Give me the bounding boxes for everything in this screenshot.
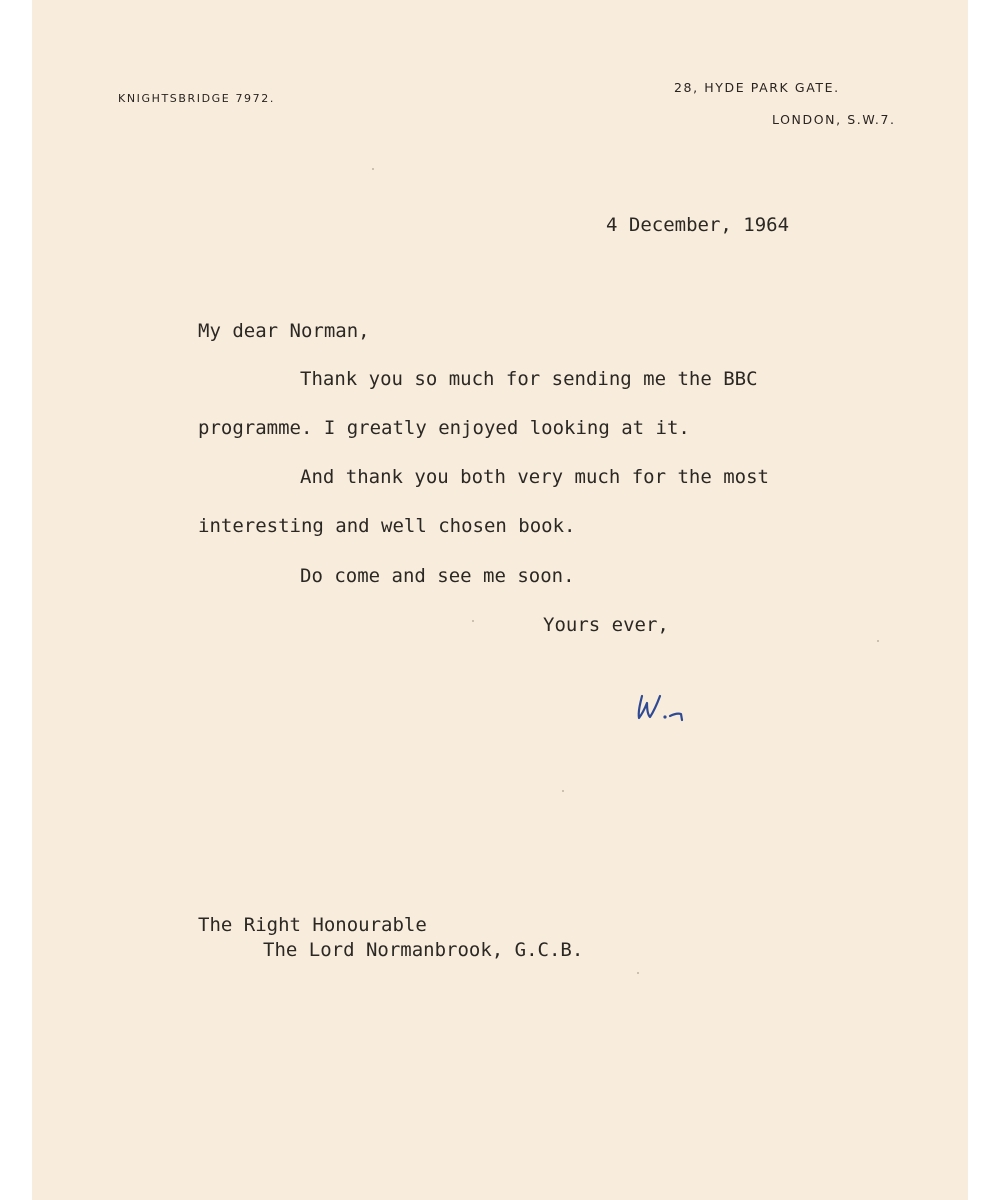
body-line: And thank you both very much for the most <box>300 466 769 488</box>
paper-speck <box>877 640 879 642</box>
letterhead-address-line-1: 28, HYDE PARK GATE. <box>674 80 840 95</box>
letter-date: 4 December, 1964 <box>606 214 790 236</box>
recipient-line-2: The Lord Normanbrook, G.C.B. <box>263 939 584 961</box>
body-line: interesting and well chosen book. <box>198 515 576 537</box>
letter-closing: Yours ever, <box>543 614 669 636</box>
body-line: Thank you so much for sending me the BBC <box>300 368 758 390</box>
letter-salutation: My dear Norman, <box>198 320 370 342</box>
body-line: Do come and see me soon. <box>300 565 575 587</box>
letterhead-telephone: KNIGHTSBRIDGE 7972. <box>118 92 275 105</box>
paper-speck <box>472 620 474 622</box>
letter-paper <box>32 0 968 1200</box>
recipient-line-1: The Right Honourable <box>198 914 427 936</box>
paper-speck <box>372 168 374 170</box>
letterhead-address-line-2: LONDON, S.W.7. <box>772 112 896 127</box>
paper-speck <box>562 790 564 792</box>
handwritten-signature <box>630 684 694 736</box>
paper-speck <box>637 972 639 974</box>
body-line: programme. I greatly enjoyed looking at it. <box>198 417 690 439</box>
